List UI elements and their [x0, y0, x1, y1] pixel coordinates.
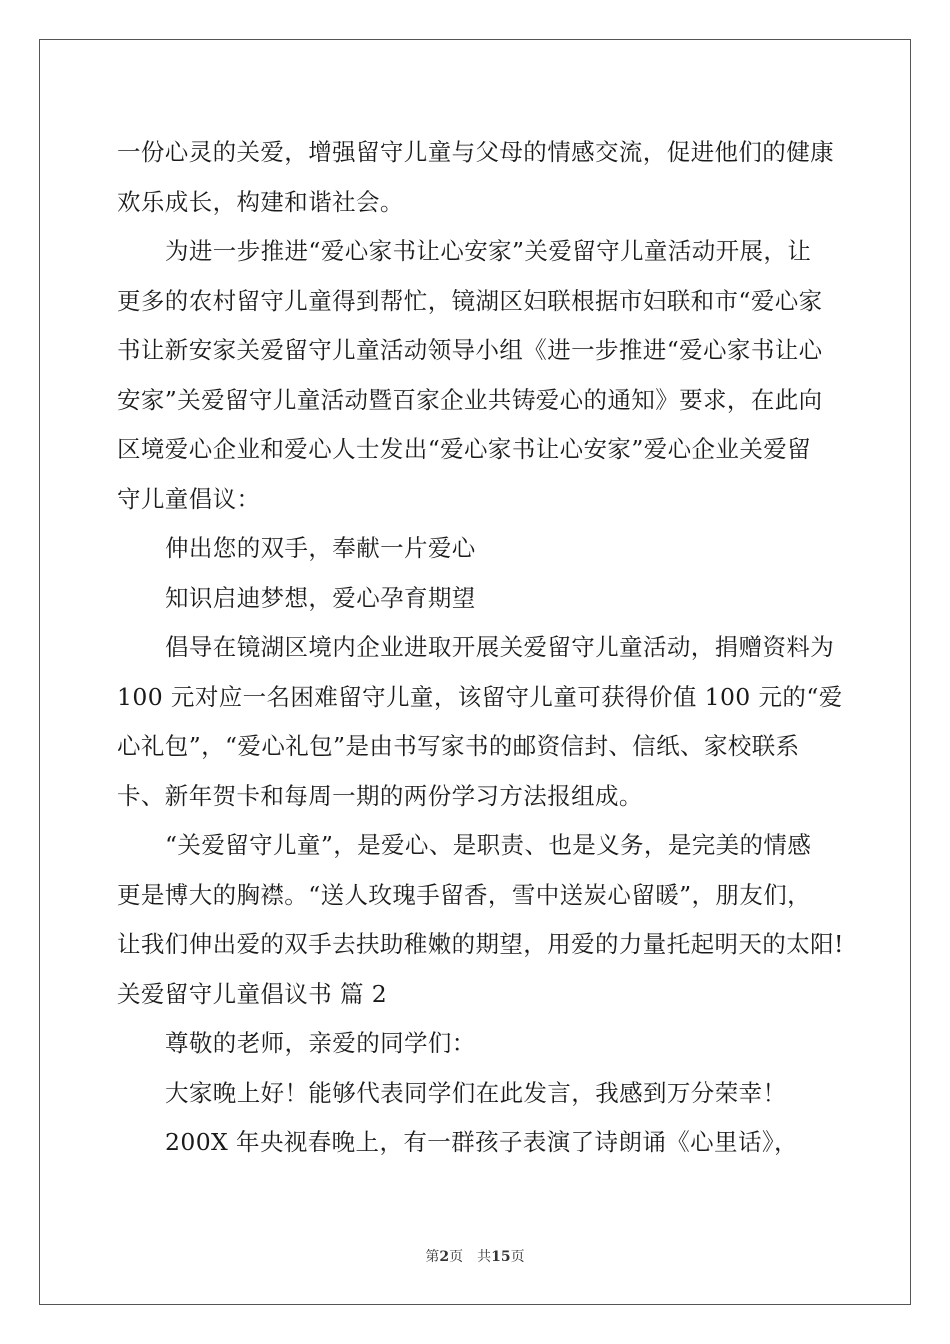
text-line: 200X 年央视春晚上，有一群孩子表演了诗朗诵《心里话》，: [165, 1128, 798, 1156]
text-line: 书让新安家关爱留守儿童活动领导小组《进一步推进“爱心家书让心: [117, 336, 823, 364]
text-line: 安家”关爱留守儿童活动暨百家企业共铸爱心的通知》要求，在此向: [117, 385, 823, 414]
total-suffix: 页: [510, 1249, 525, 1265]
text-line: 区境爱心企业和爱心人士发出“爱心家书让心安家”爱心企业关爱留: [117, 435, 812, 463]
text-line: 100 元对应一名困难留守儿童，该留守儿童可获得价值 100 元的“爱: [117, 682, 843, 711]
text-line: 为进一步推进“爱心家书让心安家”关爱留守儿童活动开展，让: [165, 237, 812, 265]
text-line: 尊敬的老师，亲爱的同学们：: [165, 1029, 476, 1057]
page-number: 2: [439, 1249, 450, 1265]
text-line: 一份心灵的关爱，增强留守儿童与父母的情感交流，促进他们的健康: [117, 138, 834, 166]
total-pages: 15: [491, 1249, 511, 1265]
text-line: 倡导在镜湖区境内企业进取开展关爱留守儿童活动，捐赠资料为: [165, 633, 835, 661]
text-line: 让我们伸出爱的双手去扶助稚嫩的期望，用爱的力量托起明天的太阳!: [117, 930, 844, 958]
text-line: 知识启迪梦想，爱心孕育期望: [165, 583, 476, 612]
text-line: 伸出您的双手，奉献一片爱心: [165, 534, 476, 562]
text-line: 心礼包”，“爱心礼包”是由书写家书的邮资信封、信纸、家校联系: [117, 732, 800, 760]
page-prefix: 第: [425, 1249, 440, 1265]
page-footer: [0, 1246, 950, 1266]
text-line: “关爱留守儿童”，是爱心、是职责、也是义务，是完美的情感: [165, 831, 812, 859]
total-prefix: 共: [477, 1249, 492, 1265]
text-line: 守儿童倡议：: [117, 484, 261, 513]
text-line: 大家晚上好！能够代表同学们在此发言，我感到万分荣幸！: [165, 1078, 787, 1107]
text-line: 更多的农村留守儿童得到帮忙，镜湖区妇联根据市妇联和市“爱心家: [117, 286, 823, 315]
page-suffix: 页: [449, 1249, 464, 1265]
text-line: 更是博大的胸襟。“送人玫瑰手留香，雪中送炭心留暖”，朋友们，: [117, 880, 812, 909]
document-body: [117, 128, 844, 1168]
text-line: 卡、新年贺卡和每周一期的两份学习方法报组成。: [117, 781, 643, 810]
text-line: 欢乐成长，构建和谐社会。: [117, 187, 404, 216]
section-heading: 关爱留守儿童倡议书 篇 2: [117, 979, 388, 1008]
